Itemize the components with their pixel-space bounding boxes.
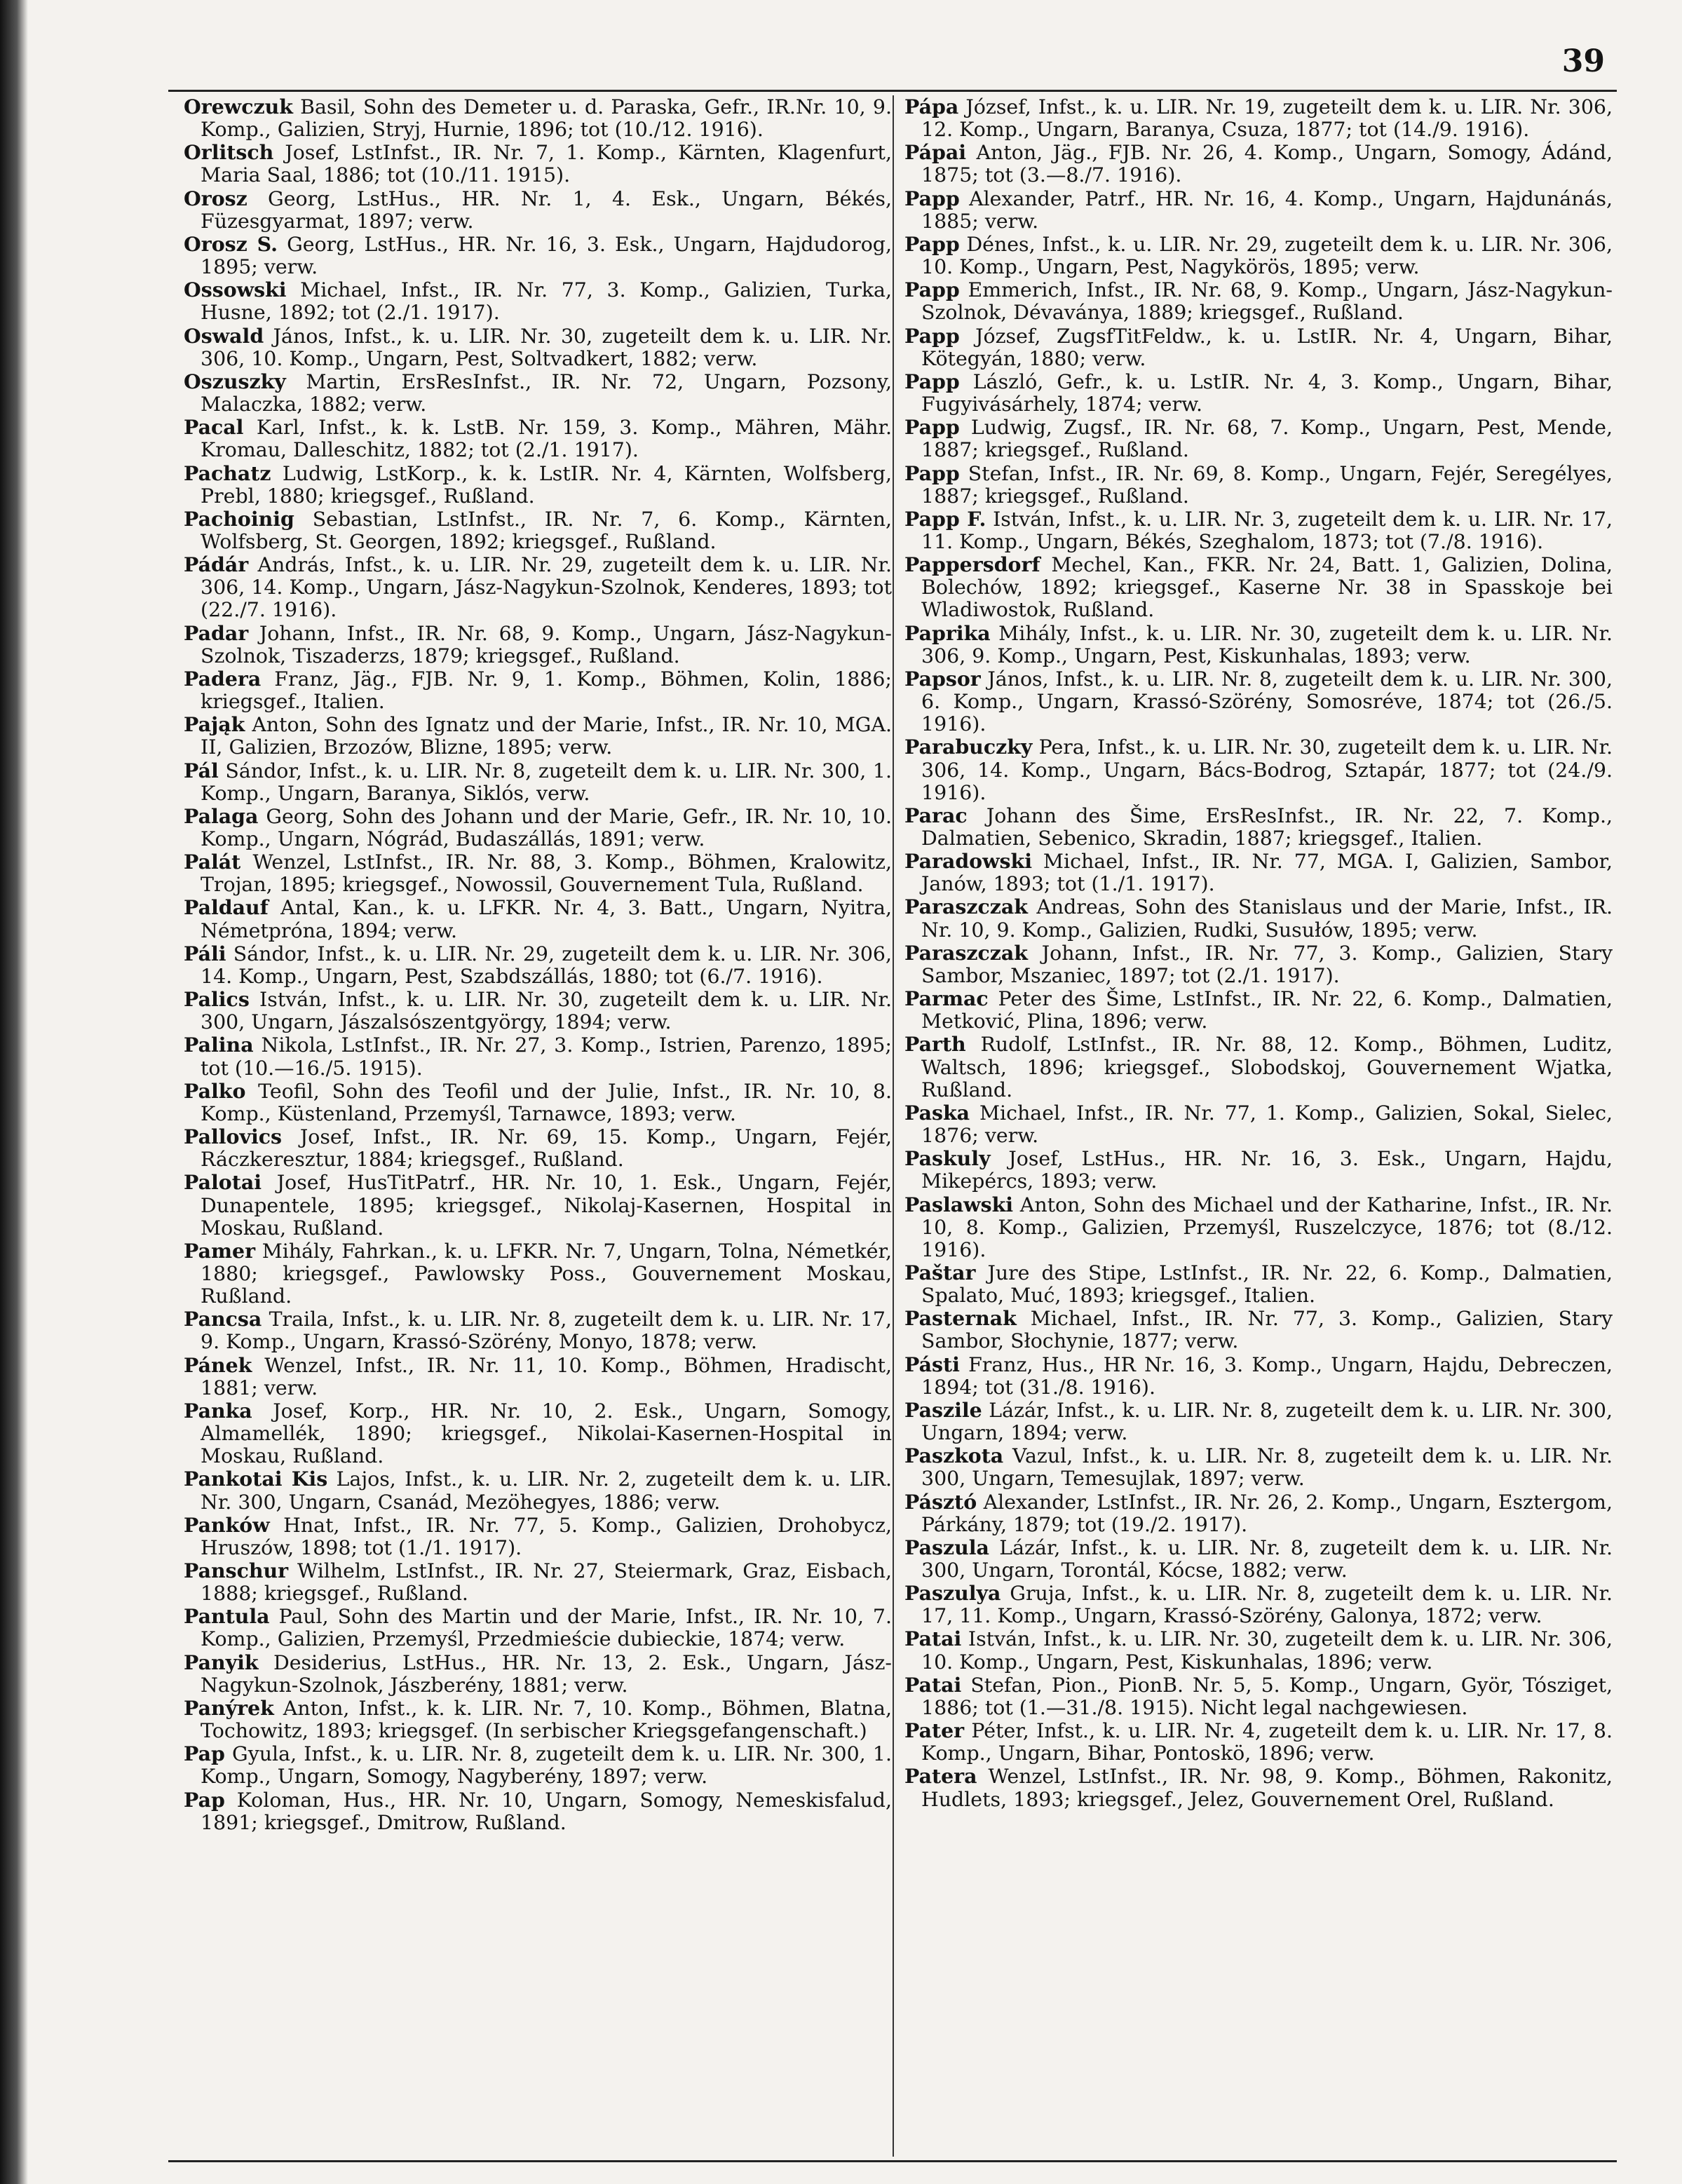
entry-surname: Pappersdorf [904,552,1040,577]
entry-surname: Palaga [184,803,259,828]
entry-surname: Pasternak [904,1306,1017,1331]
entry-details: Josef, Korp., HR. Nr. 10, 2. Esk., Ungarn, Somogy, Almamellék, 1890; kriegsgef., Nikolai-Kasernen-Hospital in Moskau, Rußland. [201,1399,892,1468]
entry-details: Teofil, Sohn des Teofil und der Julie, Infst., IR. Nr. 10, 8. Komp., Küstenland, Przemyśl, Tarnawce, 1893; verw. [201,1079,892,1125]
entry-surname: Palotai [184,1170,262,1195]
register-entry [184,1240,892,1308]
entry-details: Franz, Hus., HR Nr. 16, 3. Komp., Ungarn, Hajdu, Debreczen, 1894; tot (31./8. 1916). [921,1352,1613,1399]
register-entry [904,667,1613,735]
register-entry [904,1101,1613,1147]
entry-surname: Padera [184,666,262,691]
entry-surname: Orosz S. [184,231,278,256]
register-entry [904,141,1613,186]
entry-details: Pera, Infst., k. u. LIR. Nr. 30, zugeteilt dem k. u. LIR. Nr. 306, 14. Komp., Ungarn, Bács-Bodrog, Sztapár, 1877; tot (24./9. 1916). [921,735,1613,804]
register-entry [904,233,1613,278]
entry-surname: Pachatz [184,461,271,485]
entry-details: Michael, Infst., IR. Nr. 77, 1. Komp., Galizien, Sokal, Sielec, 1876; verw. [921,1101,1613,1148]
entry-details: Anton, Jäg., FJB. Nr. 26, 4. Komp., Ungarn, Somogy, Ádánd, 1875; tot (3.—8./7. 1916). [921,141,1613,187]
entry-surname: Papp [904,186,960,210]
register-entry [904,1627,1613,1673]
entry-surname: Pallovics [184,1125,283,1149]
entry-details: Alexander, LstInfst., IR. Nr. 26, 2. Komp., Ungarn, Esztergom, Párkány, 1879; tot (19./2. 1917). [921,1490,1613,1536]
entry-details: Peter des Šime, LstInfst., IR. Nr. 22, 6. Komp., Dalmatien, Metković, Plina, 1896; verw. [921,987,1613,1033]
entry-surname: Pápai [904,140,967,165]
entry-surname: Papsor [904,666,981,691]
register-entry [904,1491,1613,1536]
register-entry [904,804,1613,850]
register-entry [904,1582,1613,1627]
entry-surname: Orlitsch [184,140,274,165]
entry-details: Stefan, Pion., PionB. Nr. 5, 5. Komp., Ungarn, Györ, Tósziget, 1886; tot (1.—31./8. 1915). Nicht legal nachgewiesen. [921,1673,1613,1719]
entry-details: János, Infst., k. u. LIR. Nr. 30, zugeteilt dem k. u. LIR. Nr. 306, 10. Komp., Ungarn, Pest, Soltvadkert, 1882; verw. [201,324,892,370]
entry-details: Vazul, Infst., k. u. LIR. Nr. 8, zugeteilt dem k. u. LIR. Nr. 300, Ungarn, Temesujlak, 1897; verw. [921,1444,1613,1491]
register-entry [904,1307,1613,1352]
entry-details: Johann, Infst., IR. Nr. 68, 9. Komp., Ungarn, Jász-Nagykun-Szolnok, Tiszaderzs, 1879; kriegsgef., Rußland. [201,621,892,667]
entry-surname: Pamer [184,1238,256,1263]
register-entry [184,1467,892,1513]
entry-details: Gruja, Infst., k. u. LIR. Nr. 8, zugeteilt dem k. u. LIR. Nr. 17, 11. Komp., Ungarn, Krassó-Szörény, Galonya, 1872; verw. [921,1582,1613,1628]
entry-details: Franz, Jäg., FJB. Nr. 9, 1. Komp., Böhmen, Kolin, 1886; kriegsgef., Italien. [201,667,892,714]
register-entry [184,805,892,850]
entry-details: Stefan, Infst., IR. Nr. 69, 8. Komp., Ungarn, Fejér, Seregélyes, 1887; kriegsgef., Rußland. [921,461,1613,508]
register-entry [904,1147,1613,1193]
register-entry [184,278,892,324]
register-entry [904,1674,1613,1719]
register-entry [184,1080,892,1125]
register-entry [904,1261,1613,1307]
entry-details: Georg, Sohn des Johann und der Marie, Gefr., IR. Nr. 10, 10. Komp., Ungarn, Nógrád, Budaszállás, 1891; verw. [201,804,892,850]
entry-surname: Pantula [184,1604,270,1629]
entry-surname: Patera [904,1764,977,1789]
entry-surname: Panka [184,1398,252,1423]
entry-details: Georg, LstHus., HR. Nr. 16, 3. Esk., Ungarn, Hajdudorog, 1895; verw. [201,232,892,279]
entry-surname: Pankotai Kis [184,1467,328,1491]
register-entry [184,508,892,553]
register-entry [184,1399,892,1467]
register-entry [184,1697,892,1742]
entry-surname: Pál [184,758,219,782]
entry-details: Michael, Infst., IR. Nr. 77, MGA. I, Galizien, Sambor, Janów, 1893; tot (1./1. 1917). [921,850,1613,896]
register-entry [184,1651,892,1697]
entry-details: Dénes, Infst., k. u. LIR. Nr. 29, zugeteilt dem k. u. LIR. Nr. 306, 10. Komp., Ungarn, Pest, Nagykörös, 1895; verw. [921,232,1613,279]
entry-surname: Paraszczak [904,940,1028,965]
entry-details: Michael, Infst., IR. Nr. 77, 3. Komp., Galizien, Turka, Husne, 1892; tot (2./1. 1917). [201,278,892,325]
entry-details: István, Infst., k. u. LIR. Nr. 30, zugeteilt dem k. u. LIR. Nr. 300, Ungarn, Jászalsószentgyörgy, 1894; verw. [201,988,892,1034]
register-entry [904,622,1613,667]
entry-surname: Papp F. [904,506,986,531]
entry-details: Anton, Sohn des Ignatz und der Marie, Infst., IR. Nr. 10, MGA. II, Galizien, Brzozów, Blizne, 1895; verw. [201,713,892,759]
register-entry [904,1719,1613,1765]
entry-surname: Paszile [904,1397,982,1422]
entry-details: János, Infst., k. u. LIR. Nr. 8, zugeteilt dem k. u. LIR. Nr. 300, 6. Komp., Ungarn, Krassó-Szörény, Somosréve, 1874; tot (26./5. 1916). [921,667,1613,736]
register-entry [184,942,892,988]
register-entry [904,1033,1613,1101]
entry-details: Lázár, Infst., k. u. LIR. Nr. 8, zugeteilt dem k. u. LIR. Nr. 300, Ungarn, Torontál, Kócse, 1882; verw. [921,1535,1613,1582]
register-entry [184,1354,892,1399]
register-entry [184,896,892,942]
entry-surname: Paprika [904,620,991,645]
entry-surname: Papp [904,415,960,440]
entry-surname: Paszula [904,1535,989,1559]
entry-details: Alexander, Patrf., HR. Nr. 16, 4. Komp., Ungarn, Hajdunánás, 1885; verw. [921,186,1613,233]
register-entry [904,1536,1613,1582]
register-entry [184,1171,892,1239]
entry-surname: Paraszczak [904,895,1028,919]
register-entry [904,508,1613,553]
page-number: 39 [1561,43,1605,79]
entry-details: László, Gefr., k. u. LstIR. Nr. 4, 3. Komp., Ungarn, Bihar, Fugyivásárhely, 1874; verw. [921,369,1613,416]
entry-details: Ludwig, LstKorp., k. k. LstIR. Nr. 4, Kärnten, Wolfsberg, Prebl, 1880; kriegsgef., Rußland. [201,461,892,508]
register-entry [904,1193,1613,1261]
entry-surname: Panków [184,1512,270,1537]
entry-details: Josef, LstInfst., IR. Nr. 7, 1. Komp., Kärnten, Klagenfurt, Maria Saal, 1886; tot (10./11. 1915). [201,141,892,187]
entry-surname: Palics [184,987,250,1012]
entry-surname: Panýrek [184,1695,274,1720]
register-entry [184,713,892,759]
entry-details: Péter, Infst., k. u. LIR. Nr. 4, zugeteilt dem k. u. LIR. Nr. 17, 8. Komp., Ungarn, Bihar, Pontoskö, 1896; verw. [921,1719,1613,1765]
column-divider [893,95,894,2157]
register-entry [184,1125,892,1171]
register-entry [904,1399,1613,1444]
entry-details: Mihály, Fahrkan., k. u. LFKR. Nr. 7, Ungarn, Tolna, Németkér, 1880; kriegsgef., Pawlowsky Poss., Gouvernement Moskau, Rußland. [201,1239,892,1308]
entry-surname: Parabuczky [904,735,1033,759]
left-column [184,95,892,1834]
entry-surname: Pater [904,1718,965,1743]
entry-surname: Paszkota [904,1444,1004,1468]
entry-details: Johann des Šime, ErsResInfst., IR. Nr. 22, 7. Komp., Dalmatien, Sebenico, Skradin, 1887; kriegsgef., Italien. [921,803,1613,850]
entry-surname: Panyik [184,1650,259,1674]
entry-surname: Pápa [904,95,959,118]
register-entry [184,187,892,233]
register-entry [904,462,1613,508]
register-entry [904,416,1613,461]
entry-details: Rudolf, LstInfst., IR. Nr. 88, 12. Komp., Böhmen, Luditz, Waltsch, 1896; kriegsgef., Slobodskoj, Gouvernement Wjatka, Rußland. [921,1033,1613,1101]
entry-details: Ludwig, Zugsf., IR. Nr. 68, 7. Komp., Ungarn, Pest, Mende, 1887; kriegsgef., Rußland. [921,416,1613,462]
register-entry [184,462,892,508]
entry-details: Sebastian, LstInfst., IR. Nr. 7, 6. Komp., Kärnten, Wolfsberg, St. Georgen, 1892; kriegsgef., Rußland. [201,507,892,553]
register-entry [184,416,892,461]
entry-surname: Oszuszky [184,369,286,393]
entry-surname: Ossowski [184,278,287,302]
entry-details: Sándor, Infst., k. u. LIR. Nr. 29, zugeteilt dem k. u. LIR. Nr. 306, 14. Komp., Ungarn, Pest, Szabdszállás, 1880; tot (6./7. 1916). [201,942,892,988]
entry-surname: Papp [904,231,960,256]
entry-details: Michael, Infst., IR. Nr. 77, 3. Komp., Galizien, Stary Sambor, Słochynie, 1877; verw. [921,1307,1613,1353]
entry-details: József, ZugsfTitFeldw., k. u. LstIR. Nr. 4, Ungarn, Bihar, Kötegyán, 1880; verw. [921,324,1613,370]
entry-surname: Pająk [184,712,245,737]
entry-surname: Pap [184,1742,225,1766]
register-entry [904,325,1613,370]
register-entry [904,187,1613,233]
entry-details: Andreas, Sohn des Stanislaus und der Marie, Infst., IR. Nr. 10, 9. Komp., Galizien, Rudki, Susułów, 1895; verw. [921,895,1613,942]
entry-details: Nikola, LstInfst., IR. Nr. 27, 3. Komp., Istrien, Parenzo, 1895; tot (10.—16./5. 1915). [201,1033,892,1080]
entry-details: István, Infst., k. u. LIR. Nr. 30, zugeteilt dem k. u. LIR. Nr. 306, 10. Komp., Ungarn, Pest, Kiskunhalas, 1896; verw. [921,1627,1613,1674]
entry-details: Basil, Sohn des Demeter u. d. Paraska, Gefr., IR.Nr. 10, 9. Komp., Galizien, Stryj, Hurnie, 1896; tot (10./12. 1916). [201,95,892,142]
register-entry [184,325,892,370]
register-entry [184,1605,892,1650]
entry-surname: Panschur [184,1559,289,1582]
entry-details: Traila, Infst., k. u. LIR. Nr. 8, zugeteilt dem k. u. LIR. Nr. 17, 9. Komp., Ungarn, Krassó-Szörény, Monyo, 1878; verw. [201,1308,892,1354]
register-entry [904,850,1613,895]
entry-details: Josef, HusTitPatrf., HR. Nr. 10, 1. Esk., Ungarn, Fejér, Dunapentele, 1895; kriegsgef., Nikolaj-Kasernen, Hospital in Moskau, Rußland. [201,1171,892,1240]
register-entry [184,667,892,713]
entry-details: Martin, ErsResInfst., IR. Nr. 72, Ungarn, Pozsony, Malaczka, 1882; verw. [201,369,892,416]
entry-surname: Parth [904,1032,966,1057]
entry-surname: Pánek [184,1352,252,1377]
register-entry [904,1444,1613,1490]
scan-edge-shadow [0,0,28,2184]
entry-surname: Orewczuk [184,95,293,118]
entry-details: Georg, LstHus., HR. Nr. 1, 4. Esk., Ungarn, Békés, Füzesgyarmat, 1897; verw. [201,186,892,233]
entry-surname: Paszulya [904,1581,1001,1606]
register-entry [184,759,892,805]
entry-details: Antal, Kan., k. u. LFKR. Nr. 4, 3. Batt., Ungarn, Nyitra, Németpróna, 1894; verw. [201,896,892,942]
register-entry [904,987,1613,1033]
register-entry [184,1514,892,1559]
register-entry [184,988,892,1033]
register-entry [184,850,892,896]
entry-surname: Paštar [904,1260,976,1284]
entry-surname: Papp [904,323,960,348]
entry-details: Paul, Sohn des Martin und der Marie, Infst., IR. Nr. 10, 7. Komp., Galizien, Przemyśl, Przedmieście dubieckie, 1874; verw. [201,1605,892,1651]
register-entry [184,1033,892,1079]
entry-surname: Paslawski [904,1192,1014,1216]
entry-surname: Paradowski [904,849,1033,874]
entry-surname: Paldauf [184,895,269,920]
entry-surname: Parac [904,803,968,827]
entry-details: Wilhelm, LstInfst., IR. Nr. 27, Steiermark, Graz, Eisbach, 1888; kriegsgef., Rußland. [201,1559,892,1606]
right-column [904,95,1613,1811]
entry-details: Anton, Sohn des Michael und der Katharine, Infst., IR. Nr. 10, 8. Komp., Galizien, Przemyśl, Ruszelczyce, 1876; tot (8./12. 1916). [921,1193,1613,1261]
register-entry [184,1559,892,1605]
entry-details: Lázár, Infst., k. u. LIR. Nr. 8, zugeteilt dem k. u. LIR. Nr. 300, Ungarn, 1894; verw. [921,1398,1613,1445]
register-entry [904,895,1613,941]
entry-surname: Pancsa [184,1307,262,1331]
entry-details: Josef, Infst., IR. Nr. 69, 15. Komp., Ungarn, Fejér, Ráczkeresztur, 1884; kriegsgef., Rußland. [201,1125,892,1172]
entry-details: Emmerich, Infst., IR. Nr. 68, 9. Komp., Ungarn, Jász-Nagykun-Szolnok, Dévaványa, 1889; kriegsgef., Rußland. [921,278,1613,325]
register-entry [904,735,1613,803]
register-entry [184,1789,892,1834]
entry-details: Desiderius, LstHus., HR. Nr. 13, 2. Esk., Ungarn, Jász-Nagykun-Szolnok, Jászberény, 1881; verw. [201,1650,892,1697]
entry-surname: Papp [904,461,960,485]
entry-surname: Patai [904,1672,962,1697]
entry-details: József, Infst., k. u. LIR. Nr. 19, zugeteilt dem k. u. LIR. Nr. 306, 12. Komp., Ungarn, Baranya, Csuza, 1877; tot (14./9. 1916). [921,95,1613,142]
entry-surname: Pacal [184,415,244,440]
register-entry [904,370,1613,416]
entry-details: Wenzel, LstInfst., IR. Nr. 98, 9. Komp., Böhmen, Rakonitz, Hudlets, 1893; kriegsgef., Jelez, Gouvernement Orel, Rußland. [921,1765,1613,1811]
register-entry [184,141,892,186]
entry-details: Koloman, Hus., HR. Nr. 10, Ungarn, Somogy, Nemeskisfalud, 1891; kriegsgef., Dmitrow, Rußland. [201,1788,892,1834]
entry-surname: Pásti [904,1352,960,1376]
register-entry [184,622,892,667]
entry-surname: Pásztó [904,1489,977,1514]
register-entry [184,1742,892,1788]
register-entry [904,553,1613,621]
entry-details: András, Infst., k. u. LIR. Nr. 29, zugeteilt dem k. u. LIR. Nr. 306, 14. Komp., Ungarn, Jász-Nagykun-Szolnok, Kenderes, 1893; tot (22./7. 1916). [201,553,892,622]
entry-surname: Paskuly [904,1146,991,1171]
entry-surname: Páli [184,941,226,965]
register-entry [184,553,892,621]
entry-surname: Orosz [184,186,247,210]
entry-details: Sándor, Infst., k. u. LIR. Nr. 8, zugeteilt dem k. u. LIR. Nr. 300, 1. Komp., Ungarn, Baranya, Siklós, verw. [201,759,892,805]
register-entry [904,942,1613,987]
entry-details: Wenzel, LstInfst., IR. Nr. 88, 3. Komp., Böhmen, Kralowitz, Trojan, 1895; kriegsgef., Nowossil, Gouvernement Tula, Rußland. [201,850,892,897]
entry-surname: Pap [184,1787,225,1812]
entry-surname: Paska [904,1100,970,1125]
register-entry [184,370,892,416]
register-entry [904,95,1613,141]
register-entry [904,1353,1613,1399]
entry-surname: Pachoinig [184,506,294,531]
entry-details: Josef, LstHus., HR. Nr. 16, 3. Esk., Ungarn, Hajdu, Mikepércs, 1893; verw. [921,1147,1613,1193]
register-entry [184,1308,892,1353]
entry-details: Wenzel, Infst., IR. Nr. 11, 10. Komp., Böhmen, Hradischt, 1881; verw. [201,1353,892,1399]
entry-details: Lajos, Infst., k. u. LIR. Nr. 2, zugeteilt dem k. u. LIR. Nr. 300, Ungarn, Csanád, Mezöhegyes, 1886; verw. [201,1467,892,1514]
entry-details: István, Infst., k. u. LIR. Nr. 3, zugeteilt dem k. u. LIR. Nr. 17, 11. Komp., Ungarn, Békés, Szeghalom, 1873; tot (7./8. 1916). [921,507,1613,553]
entry-surname: Palina [184,1033,254,1057]
entry-surname: Oswald [184,323,264,348]
entry-details: Mechel, Kan., FKR. Nr. 24, Batt. 1, Galizien, Dolina, Bolechów, 1892; kriegsgef., Kaserne Nr. 38 in Spasskoje bei Wladiwostok, Rußland. [921,553,1613,622]
register-entry [184,95,892,141]
entry-surname: Papp [904,369,960,393]
entry-surname: Pádár [184,552,249,577]
entry-surname: Palát [184,850,241,874]
entry-details: Anton, Infst., k. k. LIR. Nr. 7, 10. Komp., Böhmen, Blatna, Tochowitz, 1893; kriegsgef. (In serbischer Kriegsgefangenschaft.) [201,1696,892,1743]
register-entry [904,278,1613,324]
entry-details: Jure des Stipe, LstInfst., IR. Nr. 22, 6. Komp., Dalmatien, Spalato, Muć, 1893; kriegsgef., Italien. [921,1261,1613,1308]
register-entry [184,233,892,278]
entry-surname: Papp [904,278,960,302]
entry-details: Karl, Infst., k. k. LstB. Nr. 159, 3. Komp., Mähren, Mähr. Kromau, Dalleschitz, 1882; tot (2./1. 1917). [201,416,892,462]
entry-surname: Parmac [904,986,989,1011]
entry-surname: Palko [184,1078,246,1103]
entry-surname: Padar [184,620,249,645]
entry-details: Gyula, Infst., k. u. LIR. Nr. 8, zugeteilt dem k. u. LIR. Nr. 300, 1. Komp., Ungarn, Somogy, Nagyberény, 1897; verw. [201,1742,892,1789]
entry-details: Johann, Infst., IR. Nr. 77, 3. Komp., Galizien, Stary Sambor, Mszaniec, 1897; tot (2./1. 1917). [921,941,1613,987]
register-entry [904,1765,1613,1810]
entry-details: Mihály, Infst., k. u. LIR. Nr. 30, zugeteilt dem k. u. LIR. Nr. 306, 9. Komp., Ungarn, Pest, Kiskunhalas, 1893; verw. [921,621,1613,667]
entry-details: Hnat, Infst., IR. Nr. 77, 5. Komp., Galizien, Drohobycz, Hruszów, 1898; tot (1./1. 1917). [201,1513,892,1559]
entry-surname: Patai [904,1627,962,1651]
